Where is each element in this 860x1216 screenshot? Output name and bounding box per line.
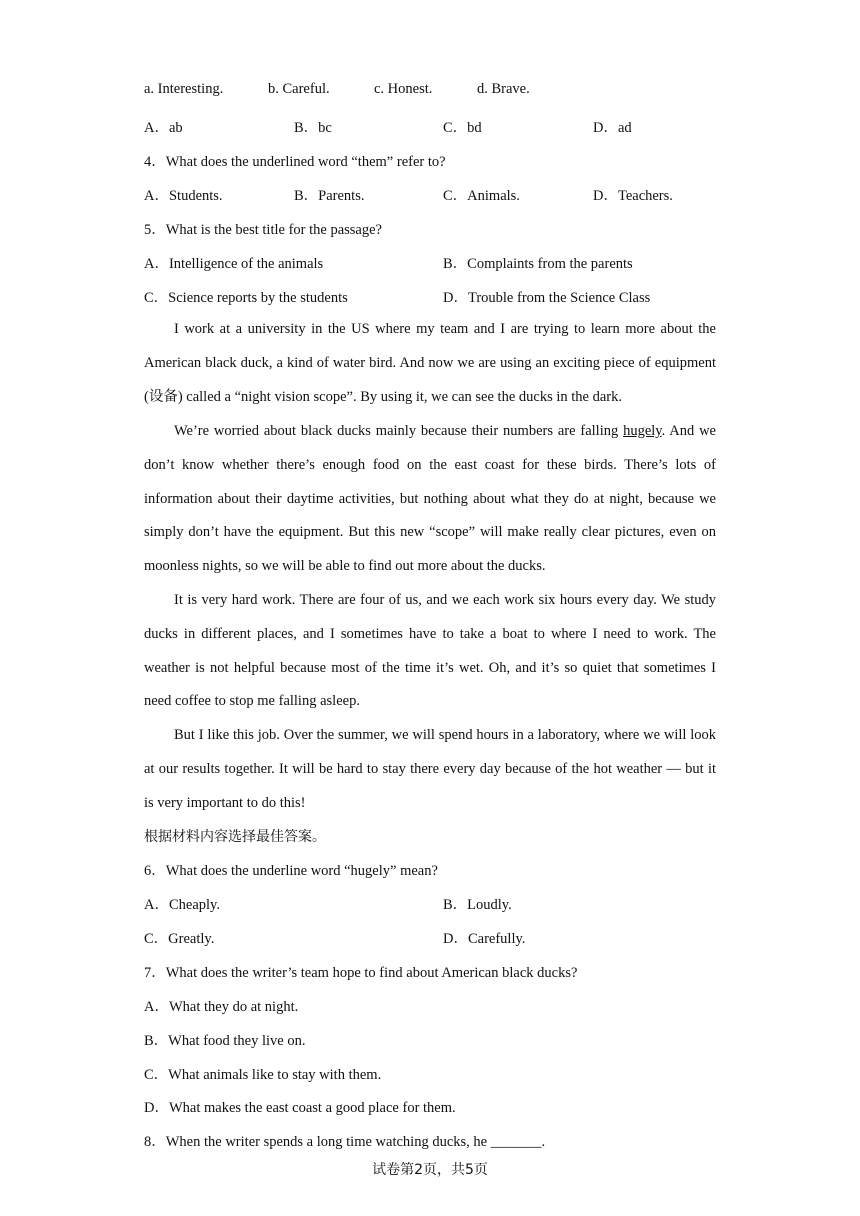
adjective-a: a. Interesting. — [144, 81, 224, 97]
q6-option-c: C．Greatly. — [144, 931, 215, 947]
q5-option-b: B．Complaints from the parents — [443, 256, 633, 272]
q4-option-b: B．Parents. — [294, 188, 365, 204]
adjective-d: d. Brave. — [477, 81, 530, 97]
q4-option-c: C．Animals. — [443, 188, 520, 204]
q7-option-b: B．What food they live on. — [144, 1033, 306, 1049]
passage-paragraph-2 — [144, 415, 716, 584]
instruction-text: 根据材料内容选择最佳答案。 — [144, 829, 326, 845]
q6-option-d: D．Carefully. — [443, 931, 526, 947]
q5-option-c: C．Science reports by the students — [144, 290, 348, 306]
q3-option-b: B．bc — [294, 120, 332, 136]
q6-option-b: B．Loudly. — [443, 897, 512, 913]
paragraph-2-rest: . And we don’t know whether there’s enough food on the east coast for these birds. There’s lots of information about their daytime activities, but nothing about what they do at night, because we simply don’t have the equipment. But this new “scope” will make really clear pictures, even on moonless nights, so we will be able to find out more about the ducks. — [144, 423, 716, 575]
q7-stem: 7．What does the writer’s team hope to find about American black ducks? — [144, 965, 578, 981]
q3-option-a: A．ab — [144, 120, 183, 136]
q8-stem: 8．When the writer spends a long time watching ducks, he _______. — [144, 1134, 546, 1150]
adjective-c: c. Honest. — [374, 81, 433, 97]
q7-option-a: A．What they do at night. — [144, 999, 299, 1015]
q6-option-a: A．Cheaply. — [144, 897, 220, 913]
q7-option-d: D．What makes the east coast a good place for them. — [144, 1100, 456, 1116]
paragraph-2-start: We’re worried about black ducks mainly because their numbers are falling — [174, 423, 624, 439]
q4-option-d: D．Teachers. — [593, 188, 673, 204]
page-footer: 试卷第2页，共5页 — [372, 1162, 488, 1178]
q5-option-d: D．Trouble from the Science Class — [443, 290, 651, 306]
underlined-word-hugely: hugely — [623, 423, 662, 439]
q5-stem: 5．What is the best title for the passage? — [144, 222, 382, 238]
adjective-b: b. Careful. — [268, 81, 330, 97]
q4-stem: 4．What does the underlined word “them” refer to? — [144, 154, 446, 170]
q4-option-a: A．Students. — [144, 188, 223, 204]
q3-option-d: D．ad — [593, 120, 632, 136]
q5-option-a: A．Intelligence of the animals — [144, 256, 324, 272]
passage-paragraph-1: I work at a university in the US where my team and I are trying to learn more about the American black duck, a kind of water bird. And now we are using an exciting piece of equipment (设备) called a “night vision scope”. By using it, we can see the ducks in the dark. — [144, 321, 716, 405]
q6-stem: 6．What does the underline word “hugely” mean? — [144, 863, 438, 879]
q3-option-c: C．bd — [443, 120, 482, 136]
passage-paragraph-3: It is very hard work. There are four of us, and we each work six hours every day. We study ducks in different places, and I sometimes have to take a boat to where I need to work. The weather is not helpful because most of the time it’s wet. Oh, and it’s so quiet that sometimes I need coffee to stop me falling asleep. — [144, 592, 716, 710]
q7-option-c: C．What animals like to stay with them. — [144, 1067, 382, 1083]
passage-paragraph-4: But I like this job. Over the summer, we will spend hours in a laboratory, where we will look at our results together. It will be hard to stay there every day because of the hot weather — but it is very important to do this! — [144, 727, 716, 811]
